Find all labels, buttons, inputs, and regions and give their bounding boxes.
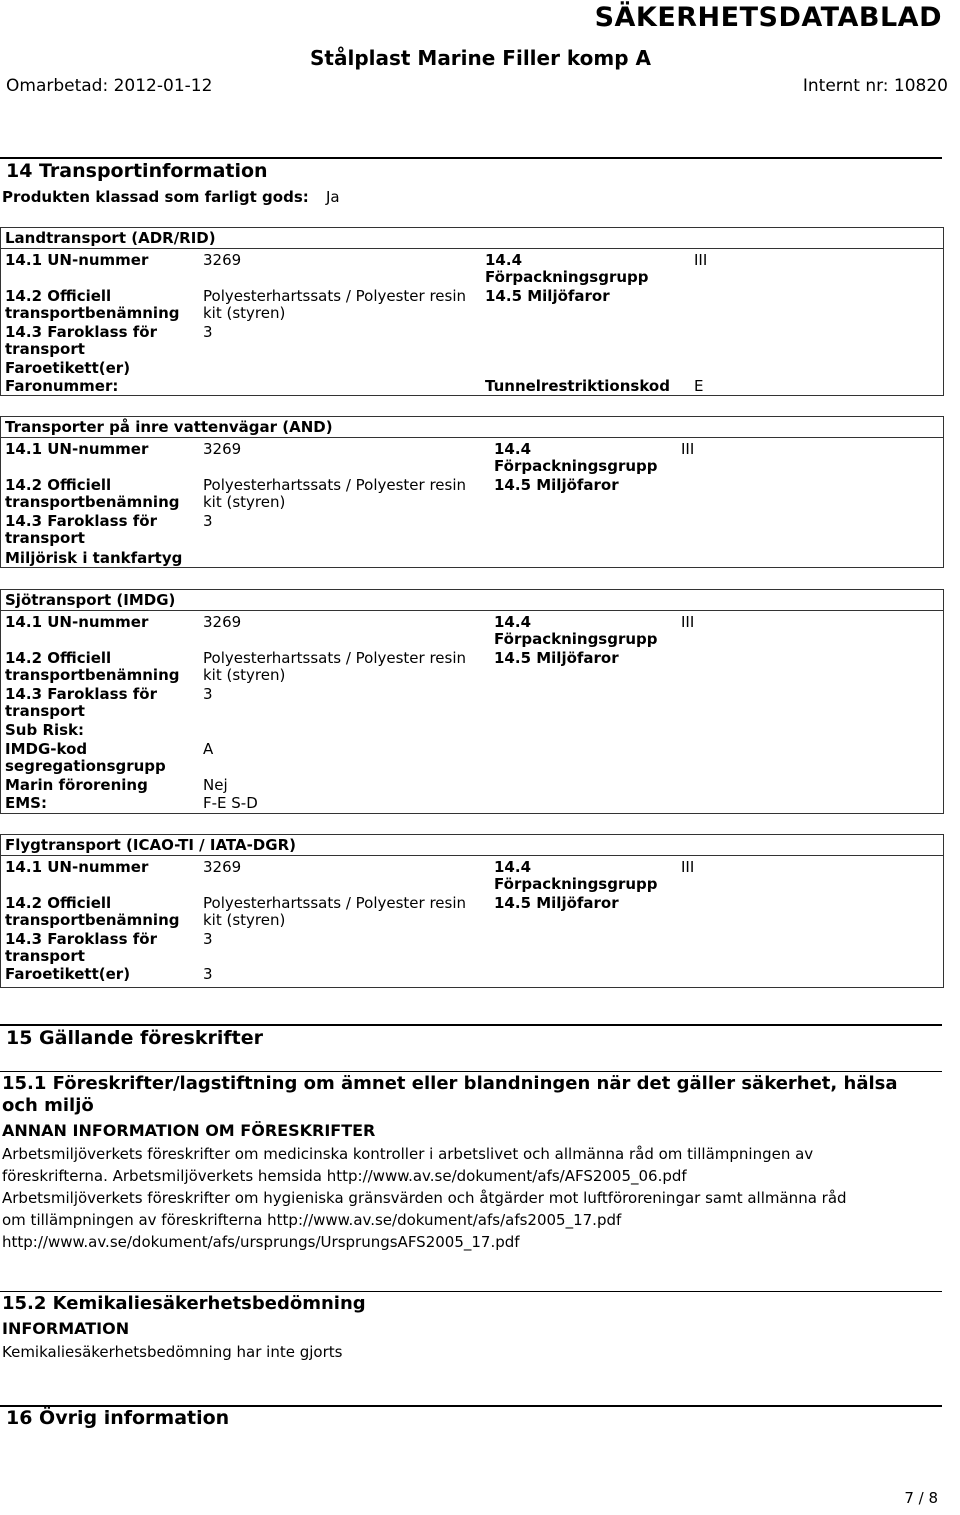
and-name-value-2: kit (styren) [203,493,286,511]
imdg-name-value-1: Polyesterhartssats / Polyester resin [203,649,467,667]
iata-pg-label-2: Förpackningsgrupp [494,875,658,893]
other-info-title: ANNAN INFORMATION OM FÖRESKRIFTER [2,1121,376,1140]
adr-env-label: 14.5 Miljöfaror [485,287,610,305]
adr-class-value: 3 [203,323,213,341]
adr-name-label-2: transportbenämning [5,304,180,322]
imdg-pg-label-1: 14.4 [494,613,532,631]
and-box [0,416,944,568]
and-title-rule [1,437,943,438]
adr-tunnel-value: E [694,377,704,395]
and-class-label-1: 14.3 Faroklass för [5,512,157,530]
and-name-label-1: 14.2 Officiell [5,476,112,494]
imdg-segregation-label-1: IMDG-kod [5,740,88,758]
document-title: SÄKERHETSDATABLAD [594,2,942,33]
section-15-1-heading-line1: 15.1 Föreskrifter/lagstiftning om ämnet eller blandningen när det gäller säkerhet, hälsa [2,1073,898,1094]
internal-number: Internt nr: 10820 [802,76,948,96]
and-name-value-1: Polyesterhartssats / Polyester resin [203,476,467,494]
imdg-class-label-2: transport [5,702,85,720]
section-15-2-heading: 15.2 Kemikaliesäkerhetsbedömning [2,1293,366,1314]
assessment-text: Kemikaliesäkerhetsbedömning har inte gjorts [2,1343,343,1361]
adr-name-value-2: kit (styren) [203,304,286,322]
iata-pg-value: III [681,858,695,876]
adr-title-rule [1,248,943,249]
adr-un-value: 3269 [203,251,242,269]
iata-un-label: 14.1 UN-nummer [5,858,149,876]
regulation-text-line: Arbetsmiljöverkets föreskrifter om hygieniska gränsvärden och åtgärder mot luftföroreningar samt allmänna råd [2,1189,847,1207]
dangerous-goods-label: Produkten klassad som farligt gods: [2,188,309,206]
section-15-1-heading-line2: och miljö [2,1095,94,1116]
imdg-subrisk-label: Sub Risk: [5,721,85,739]
information-title: INFORMATION [2,1319,130,1338]
imdg-class-label-1: 14.3 Faroklass för [5,685,157,703]
section-14-rule [0,157,942,159]
imdg-marine-label: Marin förorening [5,776,148,794]
and-un-label: 14.1 UN-nummer [5,440,149,458]
iata-un-value: 3269 [203,858,242,876]
and-class-label-2: transport [5,529,85,547]
iata-pg-label-1: 14.4 [494,858,532,876]
imdg-un-value: 3269 [203,613,242,631]
product-name: Stålplast Marine Filler komp A [310,46,652,70]
imdg-class-value: 3 [203,685,213,703]
imdg-marine-value: Nej [203,776,228,794]
regulation-text-line: http://www.av.se/dokument/afs/ursprungs/UrsprungsAFS2005_17.pdf [2,1233,520,1251]
and-title: Transporter på inre vattenvägar (AND) [5,418,333,436]
imdg-title: Sjötransport (IMDG) [5,591,176,609]
iata-title-rule [1,855,943,856]
imdg-title-rule [1,610,943,611]
imdg-un-label: 14.1 UN-nummer [5,613,149,631]
iata-box [0,834,944,988]
iata-name-label-2: transportbenämning [5,911,180,929]
section-15-heading: 15 Gällande föreskrifter [6,1027,263,1049]
imdg-name-label-2: transportbenämning [5,666,180,684]
and-pg-label-1: 14.4 [494,440,532,458]
iata-labels-label: Faroetikett(er) [5,965,131,983]
adr-labels-label: Faroetikett(er) [5,359,131,377]
iata-class-label-2: transport [5,947,85,965]
iata-class-label-1: 14.3 Faroklass för [5,930,157,948]
iata-labels-value: 3 [203,965,213,983]
iata-name-value-2: kit (styren) [203,911,286,929]
and-class-value: 3 [203,512,213,530]
section-16-heading: 16 Övrig information [6,1407,230,1429]
adr-box [0,227,944,396]
section-15-rule [0,1024,942,1026]
adr-title: Landtransport (ADR/RID) [5,229,216,247]
imdg-segregation-value: A [203,740,214,758]
adr-hazard-number-label: Faronummer: [5,377,119,395]
and-name-label-2: transportbenämning [5,493,180,511]
and-pg-label-2: Förpackningsgrupp [494,457,658,475]
imdg-env-label: 14.5 Miljöfaror [494,649,619,667]
regulation-text-line: föreskrifterna. Arbetsmiljöverkets hemsida http://www.av.se/dokument/afs/AFS2005_06.pdf [2,1167,687,1185]
adr-name-value-1: Polyesterhartssats / Polyester resin [203,287,467,305]
adr-pg-label-1: 14.4 [485,251,523,269]
imdg-ems-value: F-E S-D [203,794,258,812]
regulation-text-line: Arbetsmiljöverkets föreskrifter om medicinska kontroller i arbetslivet och allmänna råd om tillämpningen av [2,1145,814,1163]
adr-class-label-1: 14.3 Faroklass för [5,323,157,341]
imdg-name-value-2: kit (styren) [203,666,286,684]
imdg-pg-value: III [681,613,695,631]
iata-env-label: 14.5 Miljöfaror [494,894,619,912]
adr-pg-label-2: Förpackningsgrupp [485,268,649,286]
and-pg-value: III [681,440,695,458]
regulation-text-line: om tillämpningen av föreskrifterna http://www.av.se/dokument/afs/afs2005_17.pdf [2,1211,622,1229]
and-env-label: 14.5 Miljöfaror [494,476,619,494]
adr-tunnel-label: Tunnelrestriktionskod [485,377,670,395]
imdg-pg-label-2: Förpackningsgrupp [494,630,658,648]
adr-name-label-1: 14.2 Officiell [5,287,112,305]
and-tanker-label: Miljörisk i tankfartyg [5,549,183,567]
imdg-name-label-1: 14.2 Officiell [5,649,112,667]
iata-name-value-1: Polyesterhartssats / Polyester resin [203,894,467,912]
section-14-heading: 14 Transportinformation [6,160,268,182]
adr-pg-value: III [694,251,708,269]
imdg-box [0,589,944,814]
iata-title: Flygtransport (ICAO-TI / IATA-DGR) [5,836,296,854]
iata-class-value: 3 [203,930,213,948]
section-15-2-rule [0,1291,942,1292]
imdg-ems-label: EMS: [5,794,47,812]
imdg-segregation-label-2: segregationsgrupp [5,757,166,775]
adr-un-label: 14.1 UN-nummer [5,251,149,269]
adr-class-label-2: transport [5,340,85,358]
and-un-value: 3269 [203,440,242,458]
section-15-1-rule [0,1071,942,1072]
revision-date: Omarbetad: 2012-01-12 [6,76,213,96]
page-number: 7 / 8 [904,1489,938,1507]
dangerous-goods-value: Ja [326,188,340,206]
iata-name-label-1: 14.2 Officiell [5,894,112,912]
